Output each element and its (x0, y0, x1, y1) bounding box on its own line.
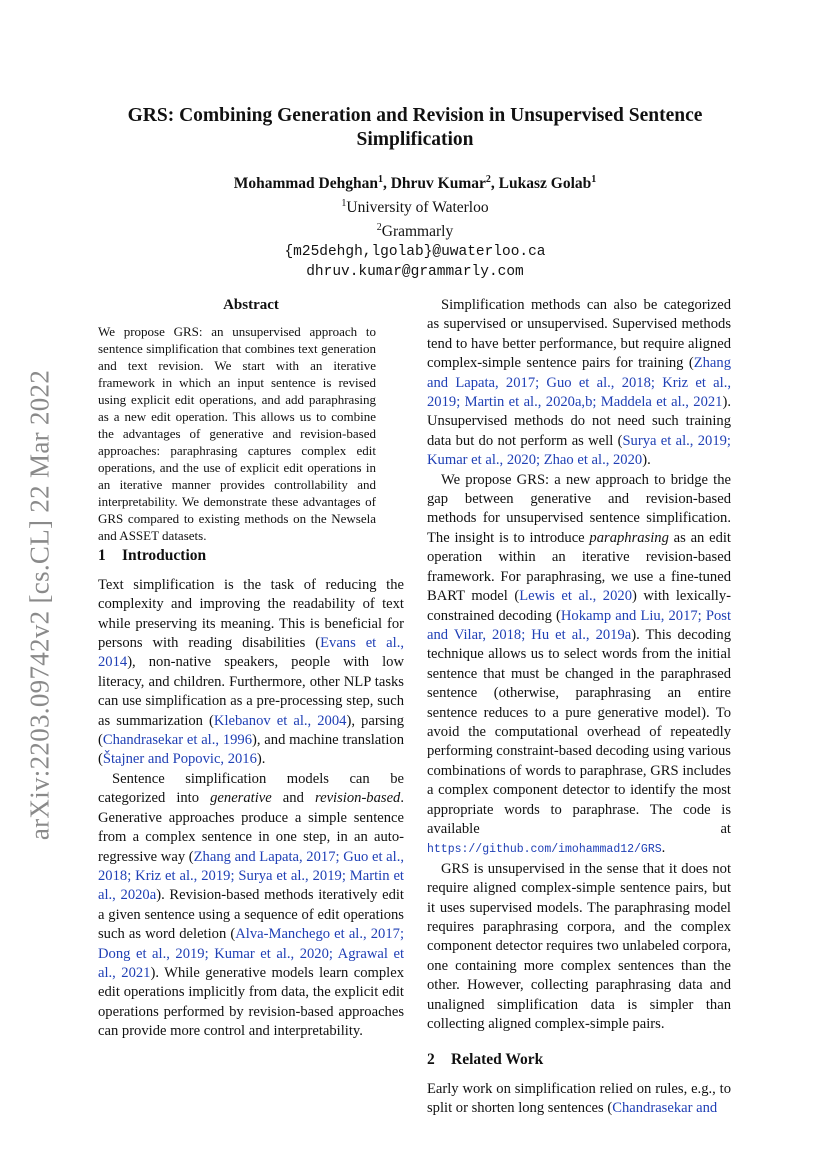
author-separator: , (490, 175, 499, 193)
citation-link[interactable]: Alva-Manchego et al., 2017; Dong et al., 2019; Kumar et al., 2020; Agrawal et al., 2021 (98, 926, 404, 981)
section-title: Introduction (122, 547, 207, 565)
citation-link[interactable]: Surya et al., 2019; Kumar et al., 2020; Zhao et al., 2020 (427, 432, 731, 469)
citation-link[interactable]: Hokamp and Liu, 2017; Post and Vilar, 2018; Hu et al., 2019a (427, 607, 731, 643)
paragraph (427, 471, 731, 860)
citation-link[interactable]: Lewis et al., 2020 (519, 588, 632, 605)
text-run: ). Revision-based methods iteratively edit a given sentence using a sequence of edit operations such as word deletion ( (98, 887, 404, 943)
code-repository-link[interactable]: https://github.com/imohammad12/GRS (427, 843, 662, 857)
affiliation-name: Grammarly (381, 223, 454, 241)
text-run: ). (642, 452, 651, 469)
affiliation-marker: 1 (591, 174, 597, 185)
author-name: Dhruv Kumar (390, 175, 486, 193)
affiliation (100, 218, 730, 242)
text-run: . Generative approaches produce a simple sentence from a complex sentence in one step, in an auto-regressive way ( (98, 790, 405, 865)
text-run: Simplification methods can also be categorized as supervised or unsupervised. Supervised methods tend to have better performance, but require aligned complex-simple sentence pairs for training ( (427, 297, 731, 372)
text-run: We propose GRS: a new approach to bridge the gap between generative and revision-based methods for unsupervised sentence simplification. The insight is to introduce (427, 471, 731, 546)
citation-link[interactable]: Chandrasekar and (612, 1100, 718, 1117)
citation-link[interactable]: Zhang and Lapata, 2017; Guo et al., 2018; Kriz et al., 2019; Surya et al., 2019; Martin et al., 2020a (98, 848, 404, 904)
paragraph (98, 576, 404, 770)
text-run: ), non-native speakers, people with low literacy, and children. Furthermore, other NLP tasks can use simplification as a pre-processing step, such as summarization ( (98, 654, 404, 729)
text-run: ), parsing ( (98, 712, 405, 749)
paragraph (98, 770, 404, 1042)
emphasis: paraphrasing (589, 529, 669, 546)
text-run: ), and machine translation ( (98, 732, 404, 768)
citation-link[interactable]: Klebanov et al., 2004 (213, 712, 347, 729)
arxiv-id-text: arXiv:2203.09742v2 [cs.CL] 22 Mar 2022 (24, 369, 55, 841)
arxiv-identifier (22, 350, 58, 860)
section-heading-introduction (98, 546, 404, 565)
text-run: Early work on simplification relied on rules, e.g., to split or shorten long sentences ( (427, 1080, 731, 1117)
affiliation-name: University of Waterloo (346, 199, 489, 217)
text-run: as an edit operation within an iterative revision-based framework. For paraphrasing, we use a fine-tuned BART model ( (427, 529, 731, 605)
abstract-heading: Abstract (223, 297, 279, 313)
spacer (427, 1034, 731, 1048)
section-heading-related-work (427, 1050, 731, 1069)
section-title: Related Work (451, 1051, 544, 1069)
author-email: {m25dehgh,lgolab}@uwaterloo.ca (284, 244, 546, 261)
abstract-text: We propose GRS: an unsupervised approach to sentence simplification that combines text generation and text revision. We start with an iterative framework in which an input sentence is revised using explicit edit operations, and add paraphrasing as a new edit operation. This allows us to combine the advantages of generative and revision-based approaches: paraphrasing captures complex edit operations, and the use of explicit edit operations in an iterative manner provides controllability and interpretability. We demonstrate these advantages of GRS compared to existing methods on the Newsela and ASSET datasets. (98, 324, 376, 544)
paper-title: GRS: Combining Generation and Revision in Unsupervised Sentence Simplification (127, 105, 703, 150)
author-name: Mohammad Dehghan (233, 175, 378, 193)
section-number: 1 (98, 547, 106, 565)
text-run: and (271, 790, 315, 807)
citation-link[interactable]: Chandrasekar et al., 1996 (102, 732, 253, 749)
affiliation-marker: 2 (376, 222, 382, 234)
citation-link[interactable]: Evans et al., 2014 (98, 635, 404, 671)
text-run: . (661, 840, 666, 857)
text-run: Text simplification is the task of reducing the complexity and improving the readability of text while preserving its meaning. This is beneficial for persons with reading disabilities ( (98, 576, 404, 652)
text-run: ) with lexically-constrained decoding ( (427, 588, 731, 624)
author-separator: , (382, 175, 391, 193)
text-run: ). While generative models learn complex edit operations implicitly from data, the explicit edit operations performed by revision-based approaches can provide more control and interpretability. (98, 964, 404, 1040)
text-run: Sentence simplification models can be categorized into (98, 770, 404, 807)
citation-link[interactable]: Štajner and Popovic, 2016 (102, 751, 257, 768)
affiliation (100, 194, 730, 218)
emphasis: generative (210, 790, 272, 807)
affiliation-marker: 1 (377, 174, 383, 185)
author-names (100, 170, 730, 194)
citation-link[interactable]: Zhang and Lapata, 2017; Guo et al., 2018; Kriz et al., 2019; Martin et al., 2020a,b; Maddela et al., 2021 (427, 355, 731, 411)
author-block (100, 170, 730, 282)
right-column (427, 296, 731, 1119)
text-run: ). (256, 751, 266, 768)
paragraph (427, 1080, 731, 1119)
paragraph (427, 296, 731, 471)
author-email: dhruv.kumar@grammarly.com (306, 264, 524, 281)
left-column (98, 296, 404, 1042)
section-number: 2 (427, 1051, 435, 1069)
text-run: ). This decoding technique allows us to select words from the initial sentence that must be changed in the paraphrased sentence (otherwise, paraphrasing an entire sentence reduces to a pure generative model). To avoid the computational overhead of repeatedly performing constraint-based decoding using various combinations of words to paraphrase, GRS includes a complex component detector to identify the most appropriate words to paraphrase. The code is available at (427, 626, 731, 837)
affiliation-marker: 2 (485, 174, 491, 185)
affiliation-marker: 1 (341, 198, 347, 210)
text-run: ). Unsupervised methods do not need such training data but do not perform as well ( (427, 394, 731, 449)
author-name: Lukasz Golab (498, 175, 592, 193)
paragraph: GRS is unsupervised in the sense that it does not require aligned complex-simple sentence pairs, but it uses supervised models. The paraphrasing model requires paraphrasing corpora, and the complex component detector requires two unlabeled corpora, one containing more complex sentences than the other. However, collecting paraphrasing data and unaligned simplification data is simpler than collecting aligned complex-simple pairs. (427, 860, 731, 1033)
emphasis: revision-based (314, 790, 401, 807)
